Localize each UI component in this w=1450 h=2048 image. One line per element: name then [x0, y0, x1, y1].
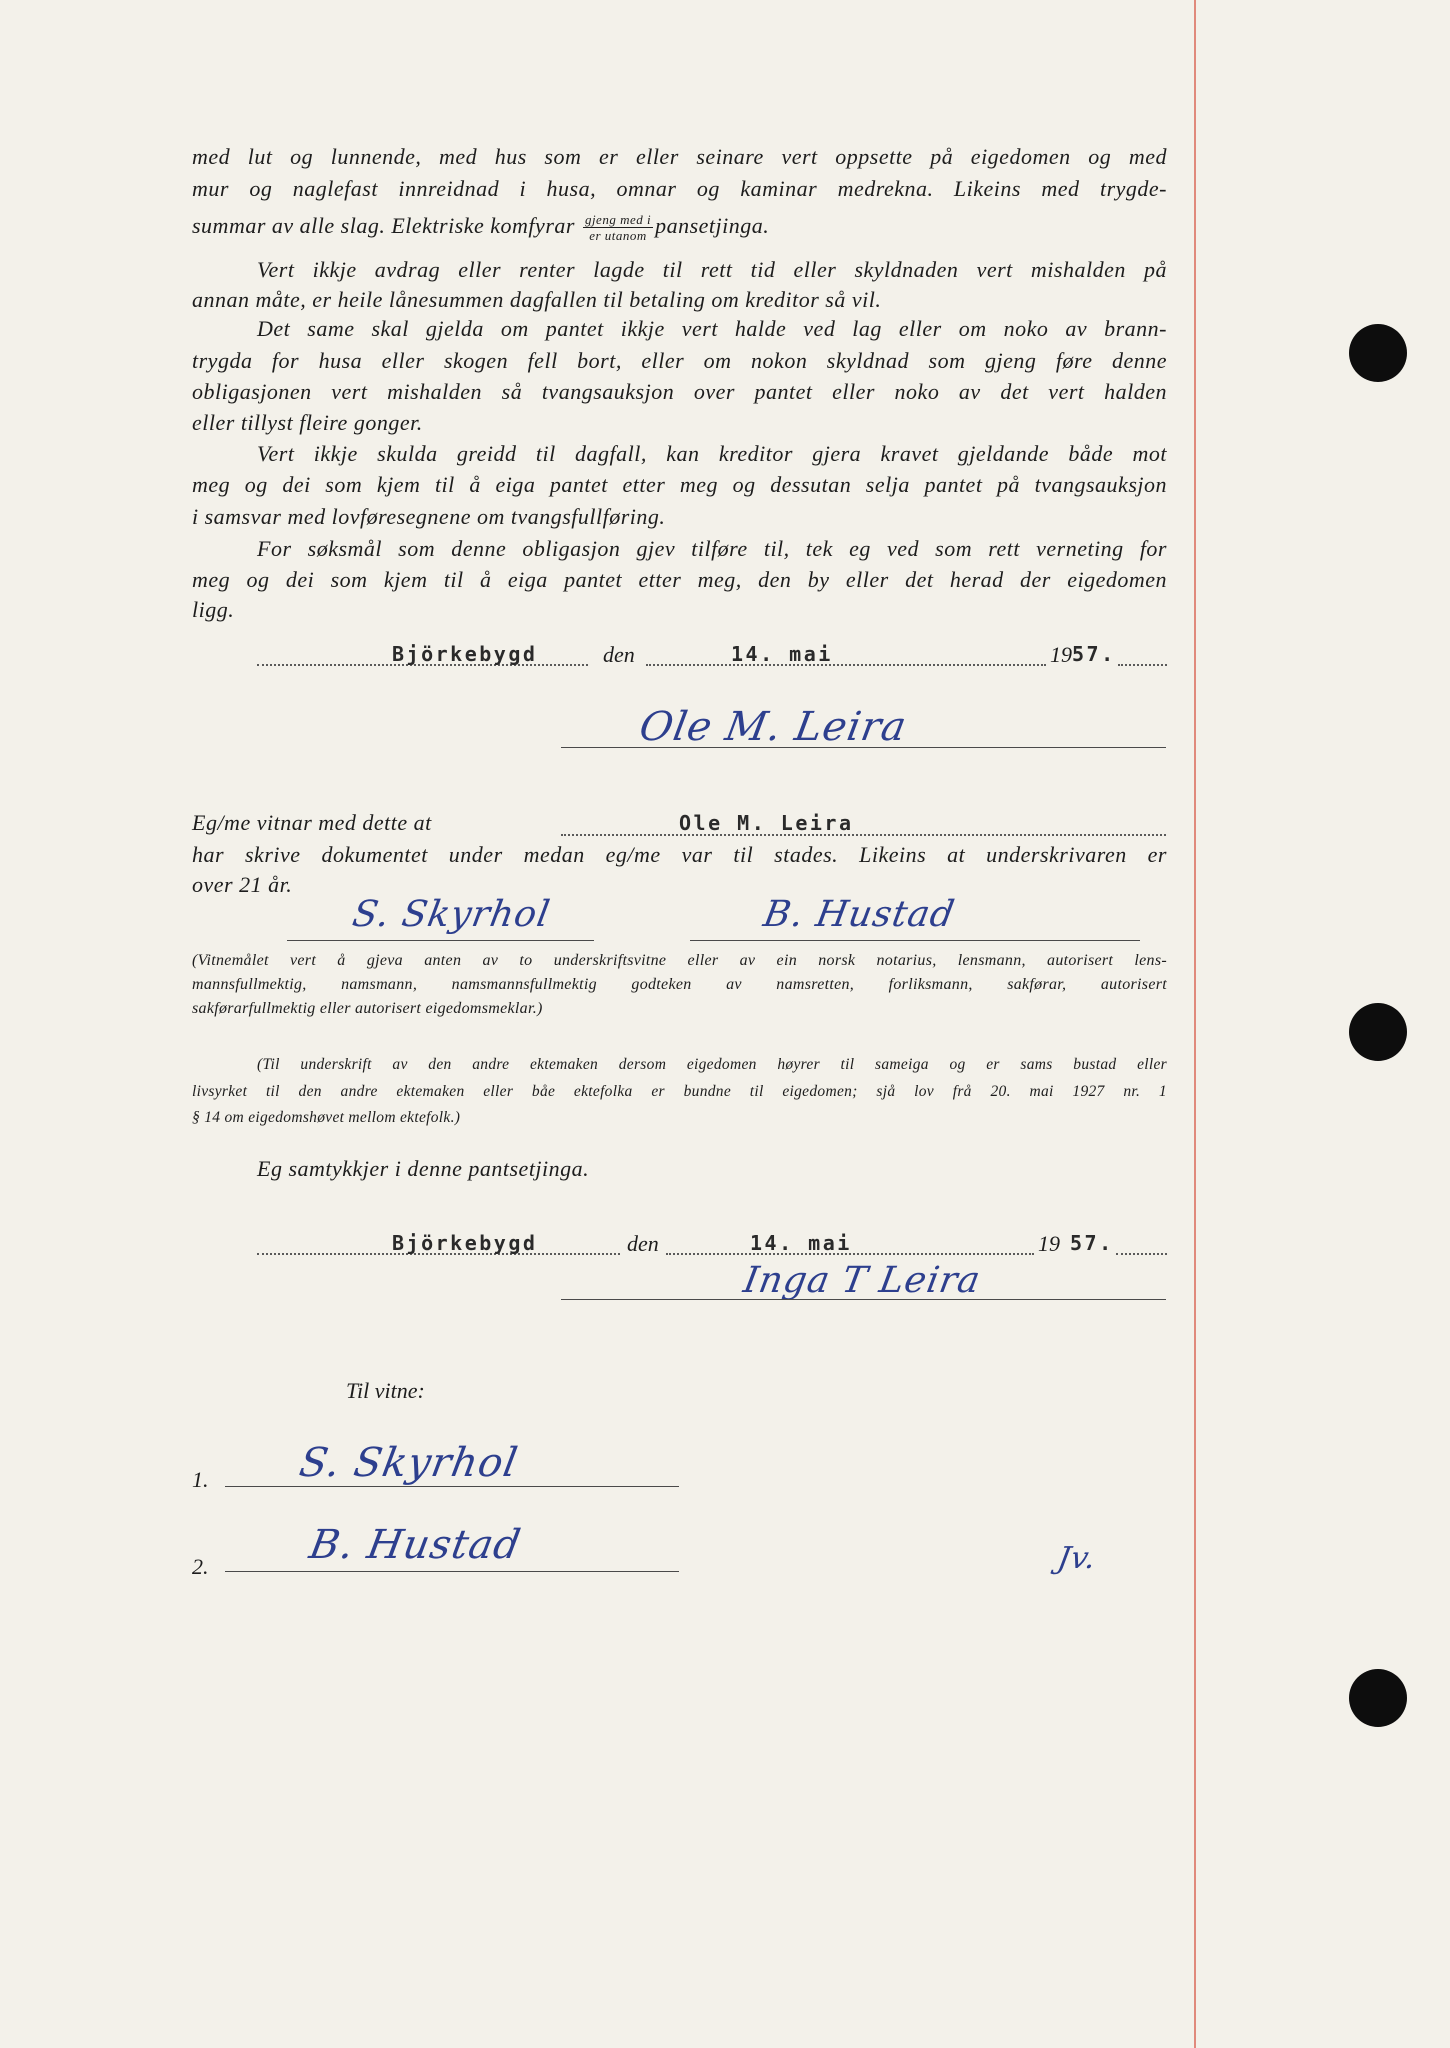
- note-line: (Til underskrift av den andre ektemaken dersom eigedomen høyrer til sameiga og er sams bustad eller: [257, 1056, 1167, 1073]
- den-label: den: [603, 642, 635, 667]
- place: Björkebygd: [392, 1231, 538, 1255]
- witness-number-2: 2.: [192, 1554, 209, 1579]
- century: 19: [1038, 1231, 1060, 1256]
- signature-line: [561, 1299, 1166, 1300]
- year: 57.: [1070, 1231, 1114, 1255]
- red-margin-line: [1194, 0, 1196, 2048]
- witness-signature-1: S. Skyrhol: [349, 894, 554, 935]
- cooker-line-text: summar av alle slag. Elektriske komfyrar: [192, 213, 575, 238]
- initials: Jv.: [1055, 1541, 1100, 1576]
- witness-signature-1: S. Skyrhol: [295, 1440, 522, 1486]
- text-line: eller tillyst fleire gonger.: [192, 410, 423, 435]
- debtor-signature: Ole M. Leira: [635, 704, 911, 750]
- witness-signature-line-2: [690, 940, 1140, 941]
- note-line: (Vitnemålet vert å gjeva anten av to underskriftsvitne eller av ein norsk notarius, lensmann, autorisert lens-: [192, 952, 1167, 969]
- witness-signature-2: B. Hustad: [760, 894, 959, 935]
- year-dotted-line: [1118, 664, 1167, 666]
- cooker-option-bottom: er utanom: [589, 228, 647, 244]
- text-line: i samsvar med lovføresegnene om tvangsfullføring.: [192, 504, 666, 529]
- note-line: sakførarfullmektig eller autorisert eigedomsmeklar.): [192, 1000, 543, 1017]
- witnesses-heading: Til vitne:: [346, 1378, 425, 1403]
- text-line: Vert ikkje skulda greidd til dagfall, kan kreditor gjera kravet gjeldande både mot: [257, 441, 1167, 466]
- witness-signature-2: B. Hustad: [305, 1522, 525, 1568]
- date-dotted-line: [646, 664, 1046, 666]
- witness-signature-line-1: [287, 940, 594, 941]
- date: 14. mai: [750, 1231, 852, 1255]
- note-line: § 14 om eigedomshøvet mellom ektefolk.): [192, 1109, 461, 1126]
- text-line: har skrive dokumentet under medan eg/me var til stades. Likeins at underskrivaren er: [192, 842, 1167, 867]
- text-line: med lut og lunnende, med hus som er eller seinare vert oppsette på eigedomen og med: [192, 144, 1167, 169]
- witness-line-1: [225, 1486, 679, 1487]
- witness-line-2: [225, 1571, 679, 1572]
- typed-name: Ole M. Leira: [679, 811, 854, 835]
- cooker-option-fraction: [583, 212, 653, 243]
- witness-number-1: 1.: [192, 1467, 209, 1492]
- witness-intro: Eg/me vitnar med dette at: [192, 810, 432, 835]
- note-line: livsyrket til den andre ektemaken eller båe ektefolka er bundne til eigedomen; sjå lov frå 20. mai 1927 nr. 1: [192, 1083, 1167, 1100]
- date: 14. mai: [731, 642, 833, 666]
- signature-line: [561, 747, 1166, 748]
- cooker-option-top: gjeng med i: [584, 212, 652, 228]
- text-line: ligg.: [192, 597, 235, 622]
- text-line: over 21 år.: [192, 872, 293, 897]
- century: 19: [1050, 642, 1072, 667]
- year-dotted-line: [1116, 1253, 1167, 1255]
- text-line: meg og dei som kjem til å eiga pantet etter meg, den by eller det herad der eigedomen: [192, 567, 1167, 592]
- text-line: Vert ikkje avdrag eller renter lagde til rett tid eller skyldnaden vert mishalden på: [257, 257, 1167, 282]
- year: 57.: [1072, 642, 1116, 666]
- place: Björkebygd: [392, 642, 538, 666]
- cooker-line-after: pansetjinga.: [655, 213, 770, 238]
- punch-hole-top: [1349, 324, 1407, 382]
- text-line: obligasjonen vert mishalden så tvangsauksjon over pantet eller noko av det vert halden: [192, 379, 1167, 404]
- text-line: For søksmål som denne obligasjon gjev tilføre til, tek eg ved som rett verneting for: [257, 536, 1167, 561]
- punch-hole-middle: [1349, 1003, 1407, 1061]
- text-line: trygda for husa eller skogen fell bort, eller om nokon skyldnad som gjeng føre denne: [192, 348, 1167, 373]
- spouse-signature: Inga T Leira: [740, 1260, 984, 1301]
- text-line: meg og dei som kjem til å eiga pantet etter meg og dessutan selja pantet på tvangsauksjon: [192, 472, 1167, 497]
- consent-text: Eg samtykkjer i denne pantsetjinga.: [257, 1156, 590, 1181]
- text-line: mur og naglefast innreidnad i husa, omnar og kaminar medrekna. Likeins med trygde-: [192, 176, 1167, 201]
- punch-hole-bottom: [1349, 1669, 1407, 1727]
- witness-dotted-line: [561, 834, 1166, 836]
- den-label: den: [627, 1231, 659, 1256]
- text-line: Det same skal gjelda om pantet ikkje vert halde ved lag eller om noko av brann-: [257, 316, 1167, 341]
- cooker-line: [192, 212, 769, 243]
- note-line: mannsfullmektig, namsmann, namsmannsfullmektig godteken av namsretten, forliksmann, sakførar, autorisert: [192, 976, 1167, 993]
- text-line: annan måte, er heile lånesummen dagfallen til betaling om kreditor så vil.: [192, 287, 882, 312]
